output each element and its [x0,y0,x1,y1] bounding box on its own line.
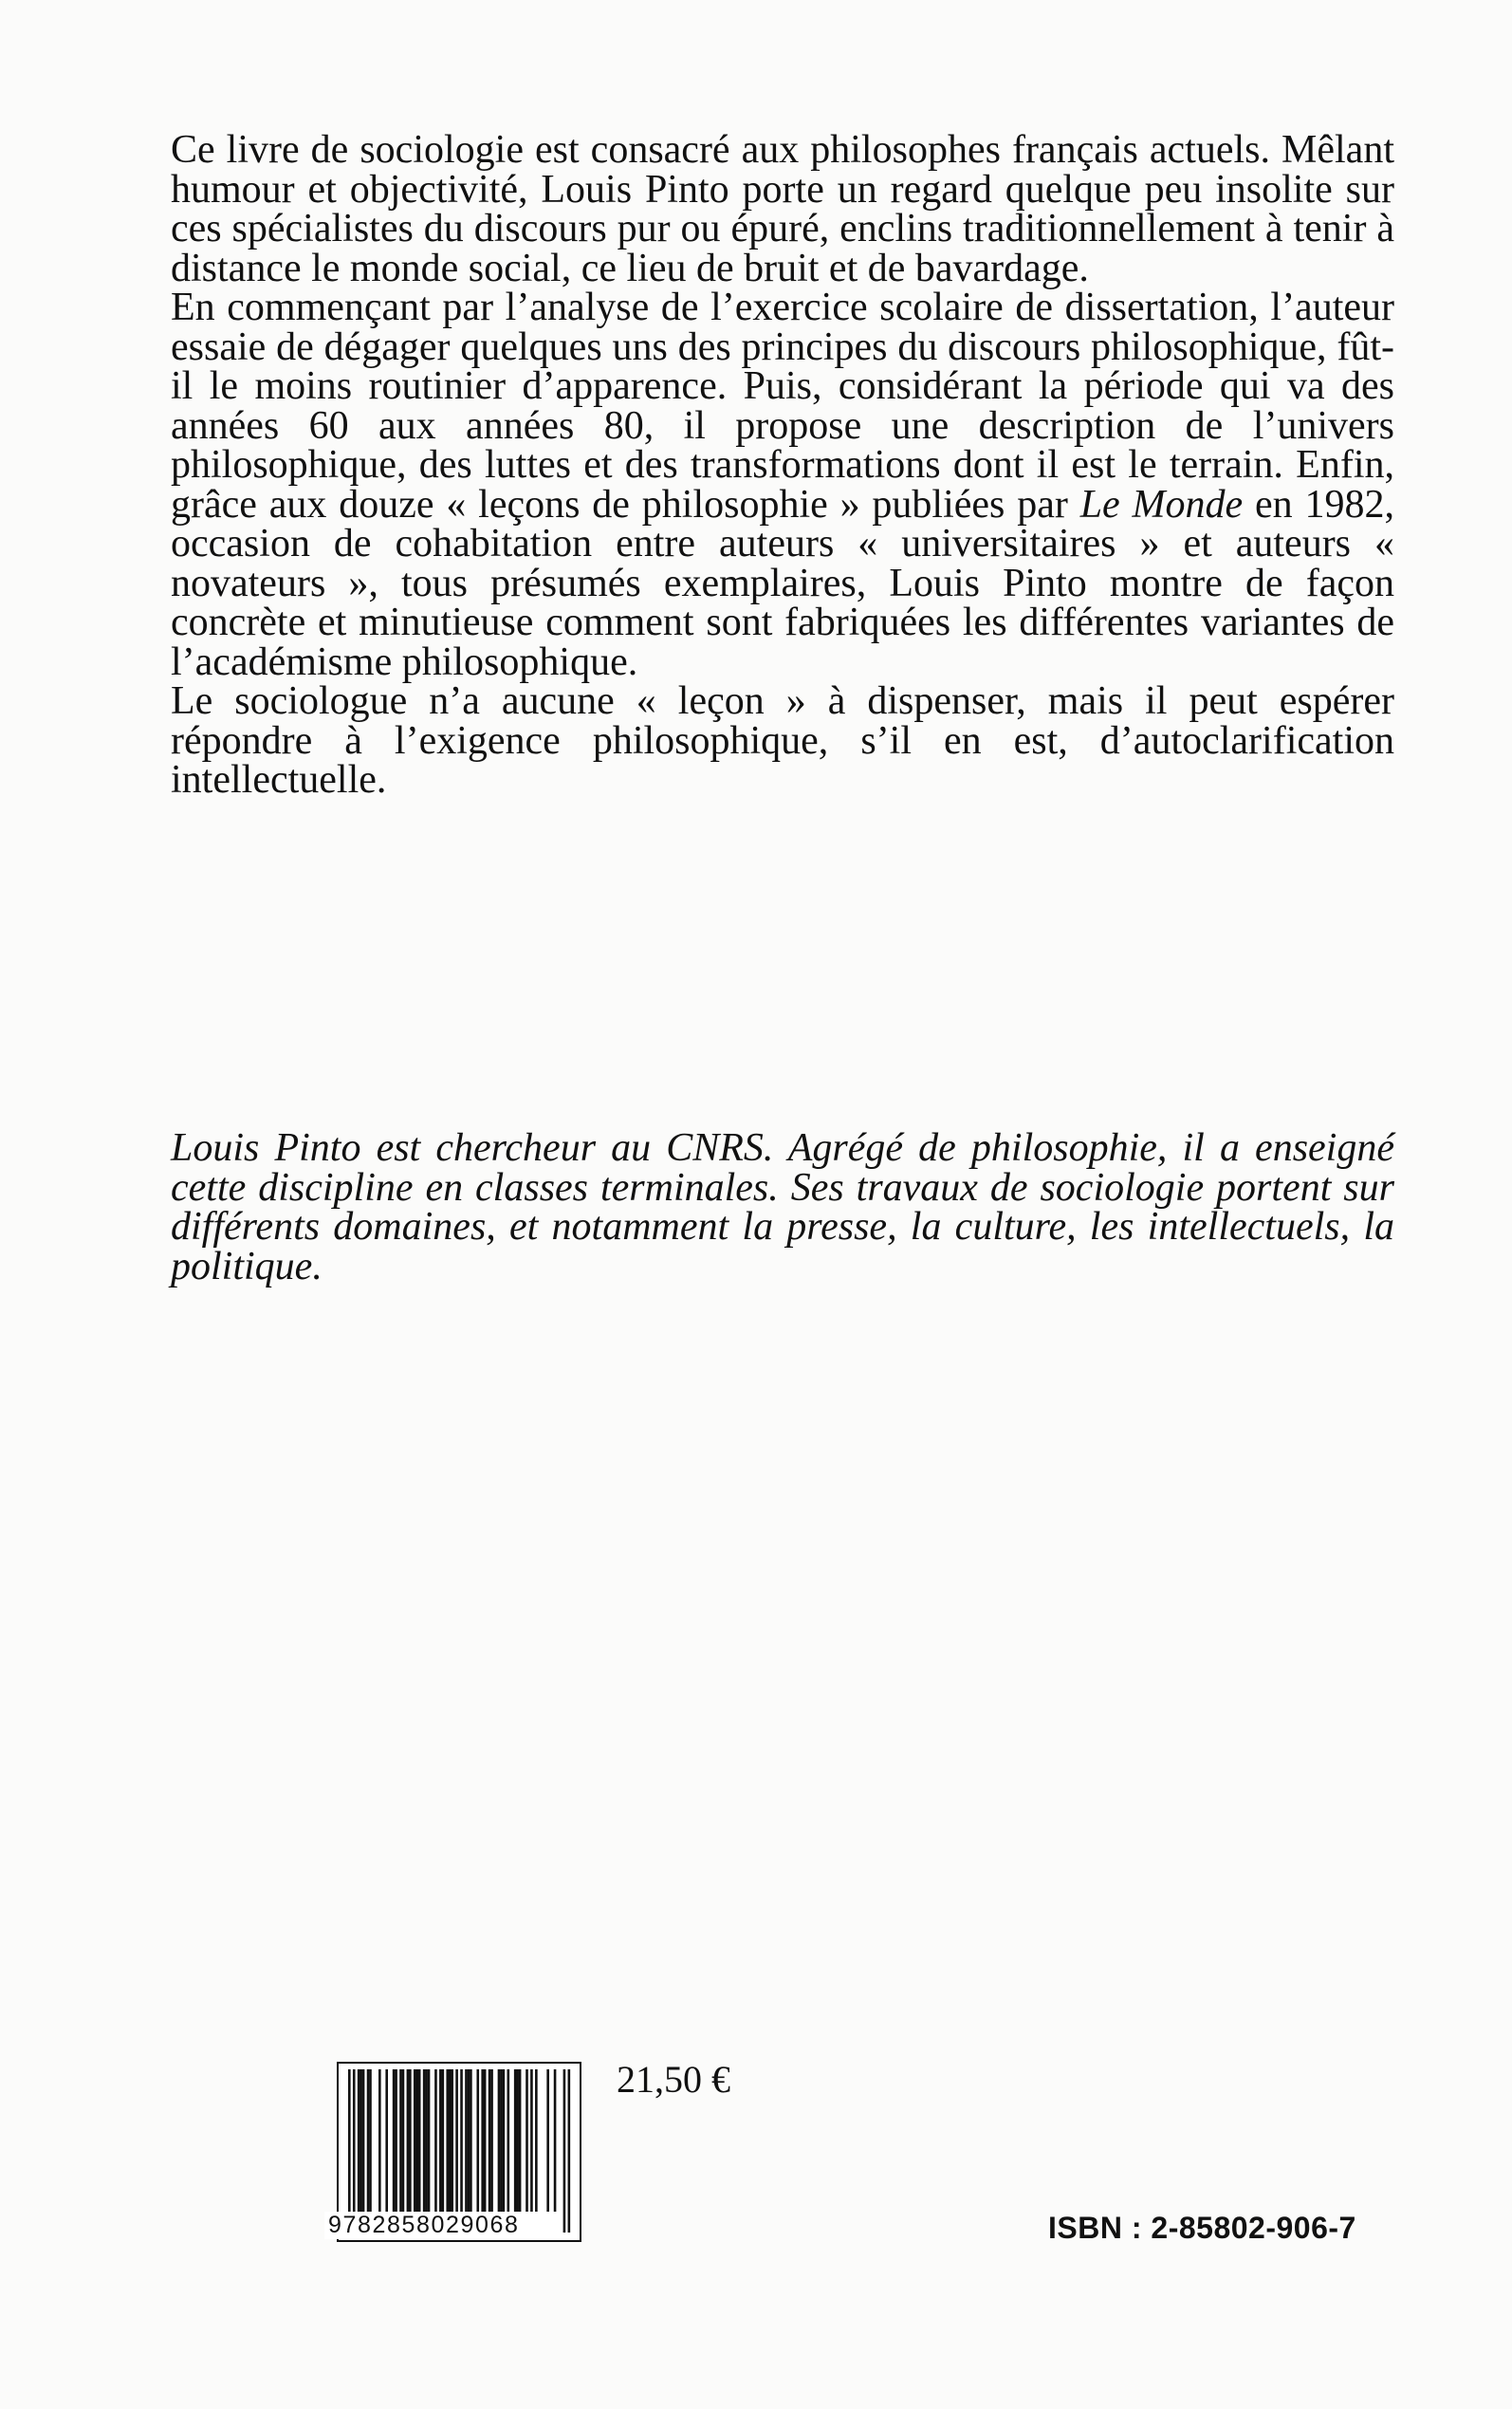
barcode-bar-11 [399,2069,402,2212]
barcode-bar-18 [423,2069,426,2212]
barcode-bar-3 [360,2069,362,2212]
newspaper-title: Le Monde [1079,482,1244,527]
barcode-bar-17 [418,2069,421,2212]
barcode-bar-31 [470,2069,472,2212]
barcode-bar-1 [353,2069,356,2233]
barcode-bar-29 [465,2069,468,2212]
barcode-bar-43 [519,2069,522,2212]
summary-paragraph-2-start: En commençant par l’analyse de l’exercice scolaire de dissertation, l’auteur essaie de dégager quelques uns des principes du discours philosophique, fût-il le moins routinier d’apparence. Puis, considérant la période qui va des années 60 aux années 80, il propose une description de l’univers philosophique, des luttes et des transformations dont il est le terrain. Enfin, grâce aux douze « leçons de philosophie » publiées par [171,286,1394,527]
barcode-bar-6 [369,2069,372,2212]
barcode-bar-38 [500,2069,503,2212]
barcode-digits: 9782858029068 [324,2212,524,2239]
barcode-bar-7 [378,2069,381,2212]
barcode-bar-19 [425,2069,428,2212]
barcode-bar-0 [348,2069,351,2233]
barcode-bar-22 [439,2069,442,2212]
barcode-bar-28 [460,2069,463,2233]
barcode-bar-9 [393,2069,396,2212]
barcode-bar-42 [516,2069,519,2212]
summary-paragraph-3: Le sociologue n’a aucune « leçon » à dispenser, mais il peut espérer répondre à l’exigence philosophique, s’il en est, d’autoclarification intellectuelle. [171,679,1394,802]
barcode-bar-34 [484,2069,487,2212]
barcode-bar-24 [446,2069,449,2212]
barcode-bar-23 [442,2069,445,2212]
barcode-bar-40 [507,2069,509,2212]
barcode-bar-32 [476,2069,479,2212]
barcode-bar-2 [358,2069,360,2212]
barcode-bar-47 [546,2069,549,2212]
barcode-bar-4 [362,2069,365,2212]
isbn: ISBN : 2-85802-906-7 [1048,2211,1356,2245]
barcode-bar-48 [554,2069,557,2212]
summary-text [171,128,1394,802]
barcode-bar-45 [530,2069,533,2212]
barcode-bar-15 [414,2069,416,2212]
barcode-bar-5 [367,2069,370,2212]
barcode-bar-37 [498,2069,501,2212]
author-bio [171,1126,1394,1288]
barcode-bar-14 [409,2069,412,2212]
summary-paragraph-2 [171,288,1394,682]
barcode-bar-25 [449,2069,452,2212]
barcode-bar-27 [455,2069,458,2233]
barcode-bar-33 [481,2069,484,2212]
barcode-bar-36 [490,2069,493,2212]
barcode-bar-39 [503,2069,506,2212]
barcode-bar-44 [526,2069,528,2212]
barcode-bar-10 [395,2069,397,2212]
barcode-bar-21 [434,2069,437,2212]
barcode-bar-16 [415,2069,418,2212]
barcode-bar-46 [535,2069,538,2212]
barcode-bar-41 [514,2069,517,2212]
barcode-bar-30 [468,2069,470,2212]
author-bio-text: Louis Pinto est chercheur au CNRS. Agrégé de philosophie, il a enseigné cette discipline en classes terminales. Ses travaux de sociologie portent sur différents domaines, et notamment la presse, la culture, les intellectuels, la politique. [171,1126,1394,1288]
summary-paragraph-1: Ce livre de sociologie est consacré aux philosophes français actuels. Mêlant humour et objectivité, Louis Pinto porte un regard quelque peu insolite sur ces spécialistes du discours pur ou épuré, enclins traditionnellement à tenir à distance le monde social, ce lieu de bruit et de bavardage. [171,128,1394,290]
barcode-bar-12 [402,2069,405,2212]
barcode-bar-50 [568,2069,571,2233]
barcode-bar-26 [451,2069,453,2212]
price: 21,50 € [617,2058,730,2101]
barcode-bar-49 [563,2069,566,2233]
summary-paragraph-2-end: en 1982, occasion de cohabitation entre auteurs « universitaires » et auteurs « novateurs », tous présumés exemplaires, Louis Pinto montre de façon concrète et minutieuse comment sont fabriquées les différentes variantes de l’académisme philosophique. [171,482,1394,684]
barcode-bar-20 [428,2069,431,2212]
barcode-bar-13 [407,2069,410,2212]
barcode-bar-8 [385,2069,388,2212]
barcode-bar-35 [489,2069,491,2212]
